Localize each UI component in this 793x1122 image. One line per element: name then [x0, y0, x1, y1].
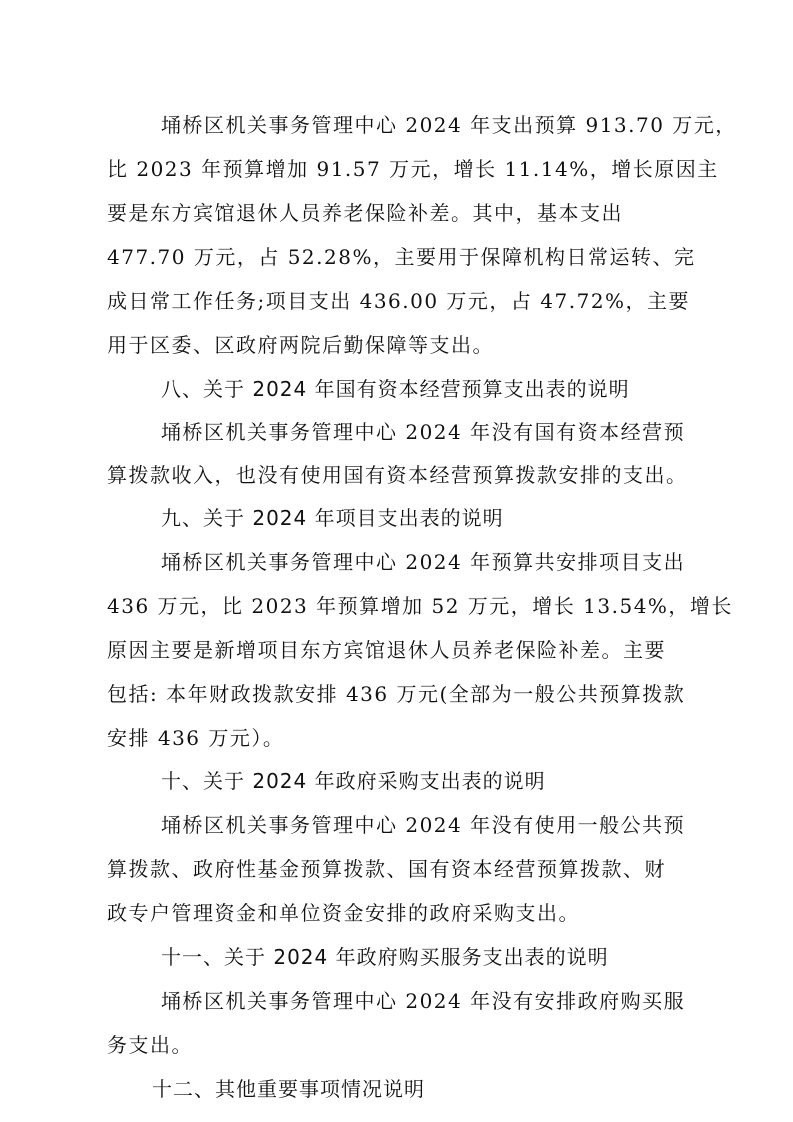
section-heading-10: 十、关于 2024 年政府采购支出表的说明 [161, 769, 546, 793]
section-heading-11: 十一、关于 2024 年政府购买服务支出表的说明 [161, 945, 609, 969]
body-line: 务支出。 [107, 1033, 193, 1057]
body-line: 原因主要是新增项目东方宾馆退休人员养老保险补差。主要 [107, 638, 666, 662]
body-line: 埇桥区机关事务管理中心 2024 年预算共安排项目支出 [161, 550, 686, 574]
body-line: 埇桥区机关事务管理中心 2024 年没有国有资本经营预 [161, 420, 686, 444]
body-line: 比 2023 年预算增加 91.57 万元，增长 11.14%，增长原因主 [107, 157, 719, 181]
body-line: 埇桥区机关事务管理中心 2024 年没有安排政府购买服 [161, 989, 686, 1013]
body-line: 算拨款收入，也没有使用国有资本经营预算拨款安排的支出。 [107, 463, 688, 487]
body-line: 算拨款、政府性基金预算拨款、国有资本经营预算拨款、财 [107, 857, 666, 881]
body-line: 埇桥区机关事务管理中心 2024 年没有使用一般公共预 [161, 813, 686, 837]
body-line: 包括: 本年财政拨款安排 436 万元(全部为一般公共预算拨款 [107, 682, 686, 706]
section-heading-12: 十二、其他重要事项情况说明 [152, 1077, 425, 1101]
body-line: 要是东方宾馆退休人员养老保险补差。其中，基本支出 [107, 201, 623, 225]
body-line: 477.70 万元，占 52.28%，主要用于保障机构日常运转、完 [107, 245, 696, 269]
section-heading-8: 八、关于 2024 年国有资本经营预算支出表的说明 [161, 377, 630, 401]
section-heading-9: 九、关于 2024 年项目支出表的说明 [161, 506, 504, 530]
body-line: 安排 436 万元）。 [107, 726, 285, 750]
body-line: 埇桥区机关事务管理中心 2024 年支出预算 913.70 万元， [161, 113, 737, 137]
body-line: 成日常工作任务;项目支出 436.00 万元，占 47.72%，主要 [107, 289, 691, 313]
body-line: 用于区委、区政府两院后勤保障等支出。 [107, 333, 494, 357]
body-line: 436 万元，比 2023 年预算增加 52 万元，增长 13.54%，增长 [107, 594, 733, 618]
body-line: 政专户管理资金和单位资金安排的政府采购支出。 [107, 901, 580, 925]
